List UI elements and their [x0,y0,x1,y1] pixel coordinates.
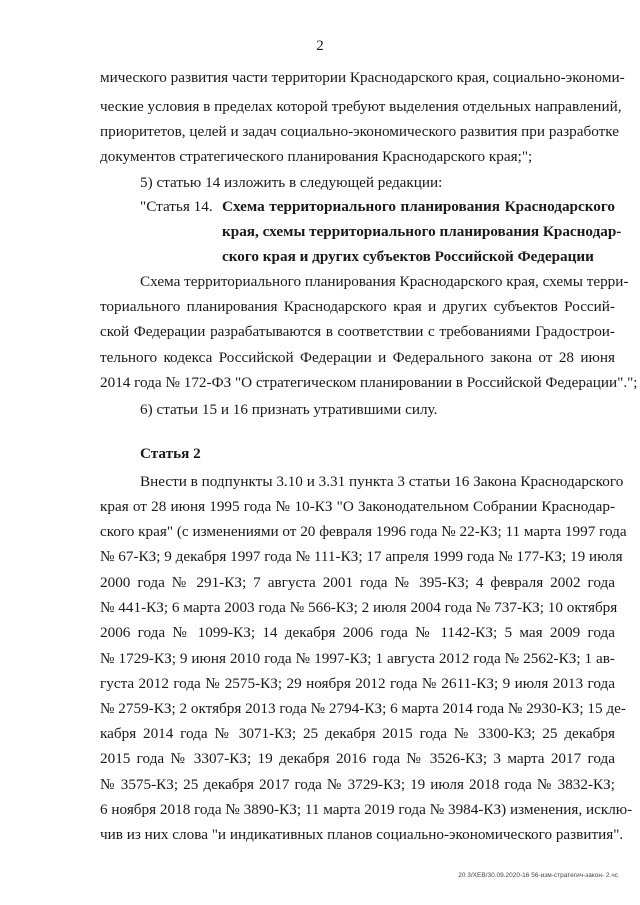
text-line: 2015 года № 3307-КЗ; 19 декабря 2016 года № 3526-КЗ; 3 марта 2017 года [100,750,615,767]
article-14-title-line: Схема территориального планирования Краснодарского [222,198,615,215]
text-line: ской Федерации разрабатываются в соответствии с требованиями Градострои- [100,323,615,340]
text-line: № 441-КЗ; 6 марта 2003 года № 566-КЗ; 2 июля 2004 года № 737-КЗ; 10 октября [100,599,618,616]
text-line: тельного кодекса Российской Федерации и Федерального закона от 28 июня [100,349,615,366]
text-line: 2006 года № 1099-КЗ; 14 декабря 2006 года № 1142-КЗ; 5 мая 2009 года [100,624,615,641]
text-line: Внести в подпункты 3.10 и 3.31 пункта 3 статьи 16 Закона Краснодарского [140,473,624,490]
text-line: кабря 2014 года № 3071-КЗ; 25 декабря 2015 года № 3300-КЗ; 25 декабря [100,725,615,742]
article-14-title-line: ского края и других субъектов Российской Федерации [222,248,594,265]
text-line: № 2759-КЗ; 2 октября 2013 года № 2794-КЗ; 6 марта 2014 года № 2930-КЗ; 15 де- [100,700,626,717]
article-2-heading: Статья 2 [140,445,201,462]
text-line: Схема территориального планирования Краснодарского края, схемы терри- [140,273,629,290]
article-14-label: "Статья 14. [140,198,213,215]
text-line: мического развития части территории Краснодарского края, социально-экономи- [100,69,625,86]
text-line: края от 28 июня 1995 года № 10-КЗ "О Законодательном Собрании Краснодар- [100,498,615,515]
text-line: 2014 года № 172-ФЗ "О стратегическом планировании в Российской Федерации"."; [100,374,638,391]
page-number: 2 [316,38,324,54]
text-line: № 1729-КЗ; 9 июня 2010 года № 1997-КЗ; 1 августа 2012 года № 2562-КЗ; 1 ав- [100,650,615,667]
text-line: 6 ноября 2018 года № 3890-КЗ; 11 марта 2019 года № 3984-КЗ) изменения, исклю- [100,801,633,818]
article-14-title-line: края, схемы территориального планирования Краснодар- [222,223,622,240]
text-line: чив из них слова "и индикативных планов социально-экономического развития". [100,826,624,843]
text-line: приоритетов, целей и задач социально-экономического развития при разработке [100,123,619,140]
text-line: 2000 года № 291-КЗ; 7 августа 2001 года № 395-КЗ; 4 февраля 2002 года [100,574,615,591]
text-line: ческие условия в пределах которой требуют выделения отдельных направлений, [100,98,622,115]
list-item-6: 6) статьи 15 и 16 признать утратившими силу. [140,401,438,418]
text-line: документов стратегического планирования Краснодарского края;"; [100,148,533,165]
text-line: густа 2012 года № 2575-КЗ; 29 ноября 2012 года № 2611-КЗ; 9 июля 2013 года [100,675,615,692]
text-line: ториального планирования Краснодарского края и других субъектов Россий- [100,298,615,315]
text-line: № 3575-КЗ; 25 декабря 2017 года № 3729-КЗ; 19 июля 2018 года № 3832-КЗ; [100,776,615,793]
text-line: № 67-КЗ; 9 декабря 1997 года № 111-КЗ; 17 апреля 1999 года № 177-КЗ; 19 июля [100,548,623,565]
text-line: ского края" (с изменениями от 20 февраля 1996 года № 22-КЗ; 11 марта 1997 года [100,523,627,540]
footer-file-reference: 20 3/ХЕВ/30.09.2020-16 56-изм-стратегич-закон- 2.чс [458,872,618,879]
list-item-5: 5) статью 14 изложить в следующей редакции: [140,174,443,191]
